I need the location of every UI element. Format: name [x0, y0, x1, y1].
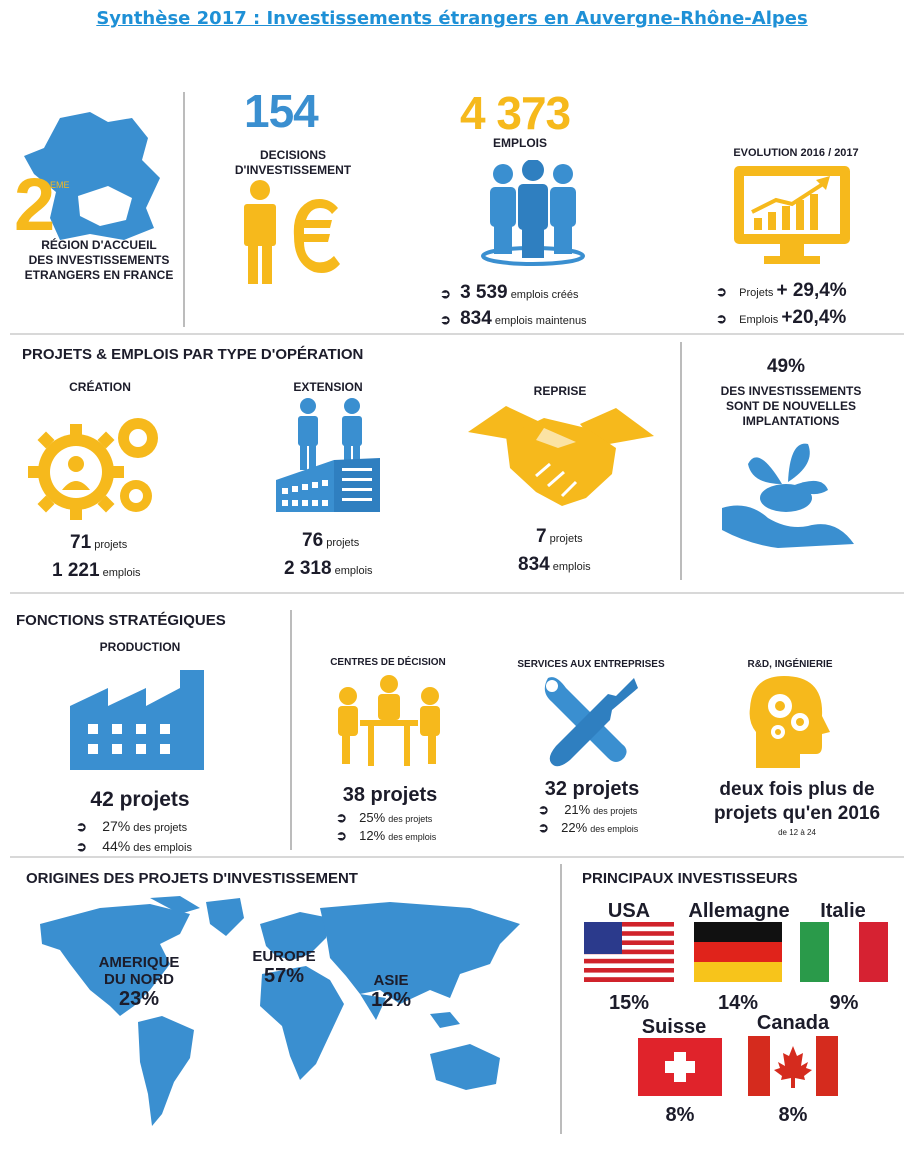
- reprise-label: REPRISE: [533, 384, 587, 398]
- production-row-2: ➲ 44% des emplois: [76, 838, 192, 854]
- evolution-projets-row: ➲ Projets + 29,4%: [716, 280, 847, 301]
- evolution-title: EVOLUTION 2016 / 2017: [733, 147, 859, 159]
- rd-note: de 12 à 24: [778, 828, 816, 837]
- canada-flag-icon: [748, 1036, 838, 1096]
- fonctions-title: FONCTIONS STRATÉGIQUES: [16, 612, 226, 629]
- services-value: 32 projets: [544, 778, 640, 800]
- rank-label: RÉGION D'ACCUEIL DES INVESTISSEMENTS ETRANGERS EN FRANCE: [24, 238, 174, 282]
- divider: [560, 864, 562, 1134]
- country-allemagne: Allemagne: [688, 900, 790, 922]
- production-row-1: ➲ 27% des projets: [76, 818, 188, 834]
- services-label: SERVICES AUX ENTREPRISES: [517, 659, 665, 670]
- canada-pct: 8%: [778, 1104, 808, 1126]
- nouvelles-label: DES INVESTISSEMENTS SONT DE NOUVELLES IMPLANTATIONS: [720, 384, 862, 428]
- meeting-icon: [334, 674, 444, 770]
- creation-label: CRÉATION: [69, 380, 131, 394]
- growth-chart-icon: [730, 162, 854, 272]
- evolution-emplois-row: ➲ Emplois +20,4%: [716, 307, 847, 328]
- gears-icon: [26, 410, 166, 525]
- reprise-emplois: 834 emplois: [518, 554, 591, 575]
- country-canada: Canada: [756, 1012, 830, 1034]
- handshake-icon: [466, 402, 656, 512]
- country-italie: Italie: [820, 900, 866, 922]
- divider: [10, 333, 904, 335]
- region-amerique: AMERIQUE DU NORD 23%: [98, 954, 180, 1010]
- emplois-crees-row: ➲ 3 539 emplois créés: [440, 282, 579, 303]
- decision-row-1: ➲ 25% des projets: [336, 810, 433, 825]
- building-people-icon: [272, 396, 384, 514]
- divider: [680, 342, 682, 580]
- production-value: 42 projets: [90, 788, 190, 811]
- rank-suffix: EME: [50, 180, 70, 190]
- emplois-label: EMPLOIS: [492, 136, 547, 150]
- investisseurs-title: PRINCIPAUX INVESTISSEURS: [582, 870, 798, 887]
- extension-projets: 76 projets: [302, 530, 360, 551]
- decisions-number: 154: [244, 85, 318, 137]
- emplois-number: 4 373: [460, 87, 571, 139]
- extension-label: EXTENSION: [293, 380, 363, 394]
- rd-value: deux fois plus de projets qu'en 2016: [713, 779, 881, 824]
- usa-pct: 15%: [608, 992, 650, 1014]
- businessman-euro-icon: [238, 178, 348, 288]
- country-suisse: Suisse: [641, 1016, 707, 1038]
- factory-icon: [68, 666, 208, 772]
- rd-label: R&D, INGÉNIERIE: [747, 659, 833, 670]
- emplois-maintenus-row: ➲ 834 emplois maintenus: [440, 308, 587, 329]
- services-row-2: ➲ 22% des emplois: [538, 820, 639, 835]
- origines-title: ORIGINES DES PROJETS D'INVESTISSEMENT: [26, 870, 358, 887]
- rank-number: 2: [14, 163, 56, 246]
- extension-emplois: 2 318 emplois: [284, 558, 373, 579]
- italy-pct: 9%: [829, 992, 859, 1014]
- reprise-projets: 7 projets: [536, 526, 583, 547]
- operations-title: PROJETS & EMPLOIS PAR TYPE D'OPÉRATION: [22, 346, 364, 363]
- switzerland-flag-icon: [638, 1038, 722, 1096]
- decision-row-2: ➲ 12% des emplois: [336, 828, 437, 843]
- creation-projets: 71 projets: [70, 532, 128, 553]
- region-europe: EUROPE 57%: [252, 948, 316, 987]
- production-label: PRODUCTION: [99, 640, 181, 654]
- creation-emplois: 1 221 emplois: [52, 560, 141, 581]
- decision-label: CENTRES DE DÉCISION: [330, 657, 446, 668]
- services-row-1: ➲ 21% des projets: [538, 802, 638, 817]
- tools-icon: [538, 672, 644, 770]
- divider: [10, 856, 904, 858]
- usa-flag-icon: [584, 922, 674, 982]
- country-usa: USA: [607, 900, 651, 922]
- germany-pct: 14%: [717, 992, 759, 1014]
- switzerland-pct: 8%: [665, 1104, 695, 1126]
- decisions-label: DECISIONS D'INVESTISSEMENT: [234, 148, 352, 177]
- world-map-icon: [30, 894, 540, 1134]
- region-asie: ASIE 12%: [370, 972, 412, 1011]
- italy-flag-icon: [800, 922, 888, 982]
- page-title[interactable]: Synthèse 2017 : Investissements étrangers en Auvergne-Rhône-Alpes: [96, 8, 808, 29]
- divider: [183, 92, 185, 327]
- decision-value: 38 projets: [342, 784, 438, 806]
- divider: [290, 610, 292, 850]
- germany-flag-icon: [694, 922, 782, 982]
- divider: [10, 592, 904, 594]
- nouvelles-pct: 49%: [766, 356, 806, 377]
- hand-plant-icon: [718, 434, 858, 550]
- people-group-icon: [478, 160, 588, 270]
- head-gears-icon: [744, 672, 834, 772]
